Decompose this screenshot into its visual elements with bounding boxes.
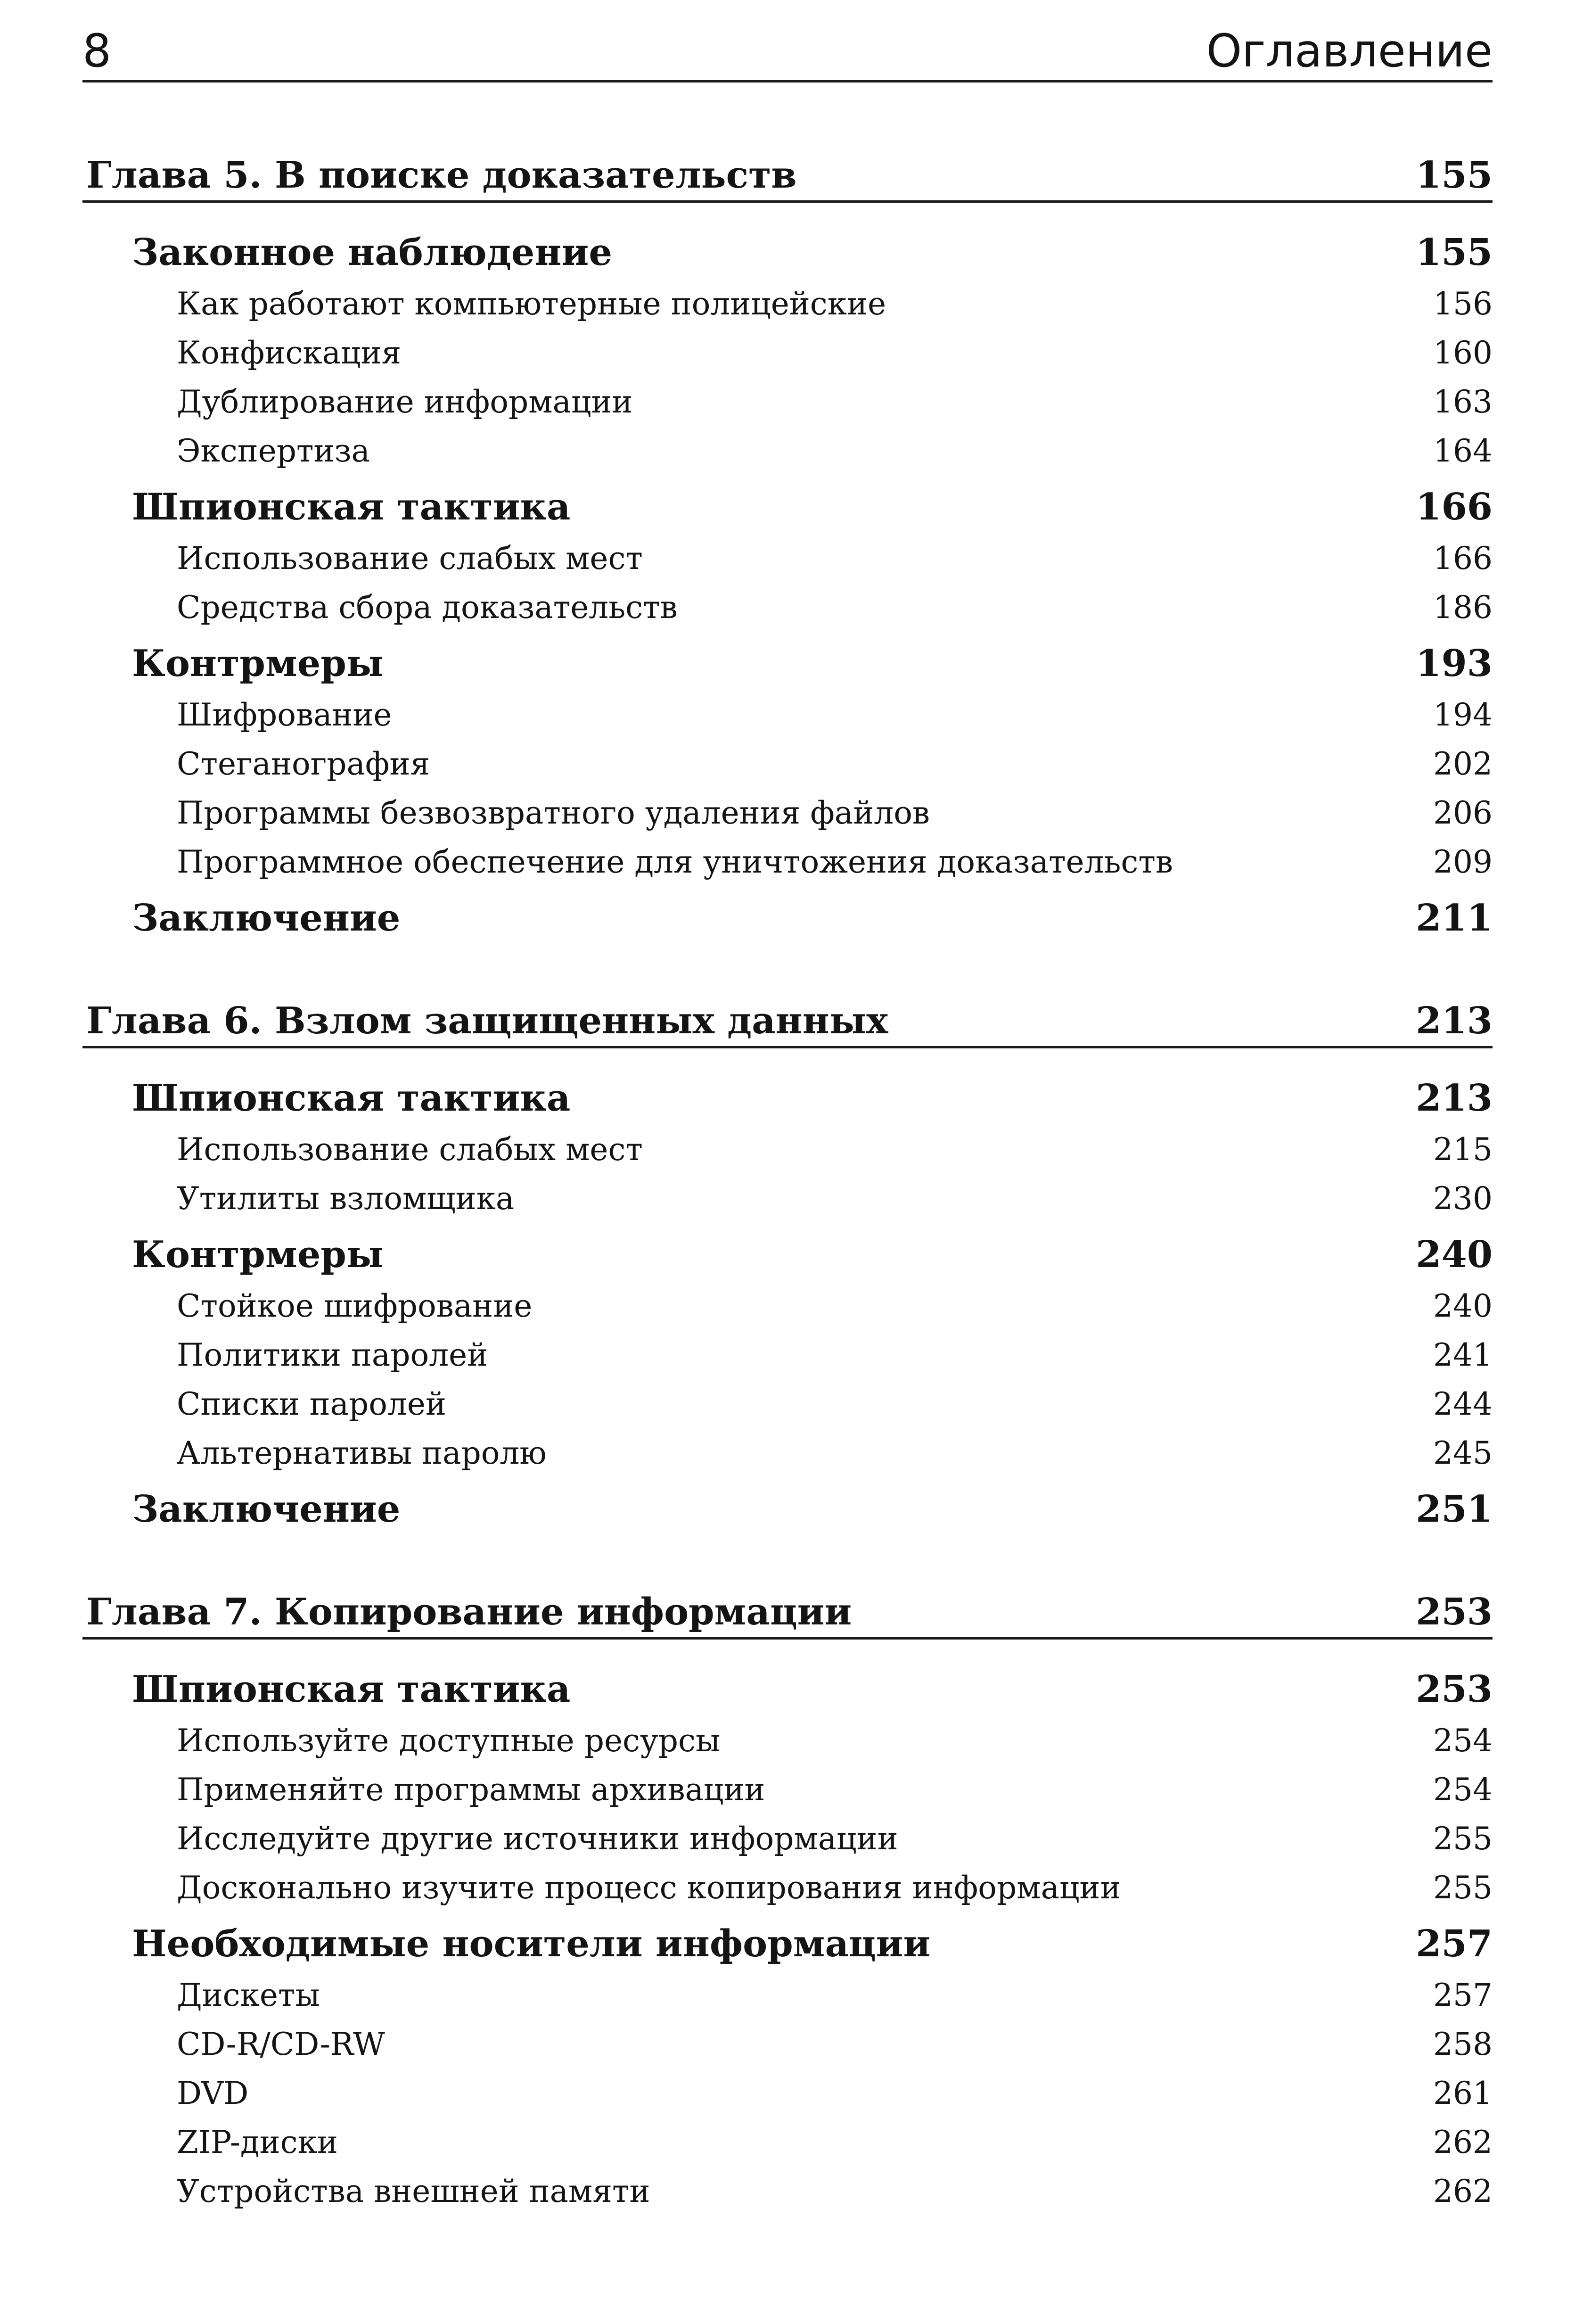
chapter-heading [82,141,1493,203]
entry-page-number: 215 [1433,1131,1493,1168]
toc-chapter [82,987,1493,1536]
entry-title: CD-R/CD-RW [177,2026,385,2062]
running-section-title: Оглавление [1206,25,1493,77]
entry-title: Конфискация [177,335,402,371]
section-title: Необходимые носители информации [132,1922,931,1965]
entry-title: Использование слабых мест [177,1131,643,1168]
entry-page-number: 244 [1433,1386,1493,1422]
chapter-page-number: 155 [1416,154,1493,197]
section-title: Заключение [132,897,401,939]
entry-page-number: 257 [1433,1977,1493,2013]
toc-entry [82,1428,1493,1477]
entry-title: Дискеты [177,1977,320,2013]
toc-entry [82,426,1493,475]
section-page-number: 211 [1416,897,1493,939]
section-page-number: 213 [1416,1077,1493,1120]
running-header [82,19,1493,82]
toc-entry [82,788,1493,837]
entry-title: Как работают компьютерные полицейские [177,286,886,322]
entry-page-number: 262 [1433,2173,1493,2209]
entry-title: Применяйте программы архивации [177,1772,765,1808]
entry-title: DVD [177,2075,249,2111]
toc-entry [82,1814,1493,1863]
entry-title: Дублирование информации [177,384,633,420]
toc-entry [82,1716,1493,1765]
toc-chapter [82,141,1493,945]
toc-section [82,475,1493,534]
toc-entry [82,1330,1493,1379]
entry-page-number: 160 [1433,335,1493,371]
entry-page-number: 262 [1433,2124,1493,2160]
entry-title: Устройства внешней памяти [177,2173,650,2209]
entry-title: Используйте доступные ресурсы [177,1722,721,1759]
section-page-number: 155 [1416,231,1493,274]
toc-entry [82,837,1493,886]
entry-title: Политики паролей [177,1337,488,1373]
chapter-heading [82,987,1493,1048]
entry-page-number: 254 [1433,1722,1493,1759]
entry-page-number: 258 [1433,2026,1493,2062]
toc-section [82,221,1493,279]
toc-entry [82,1765,1493,1814]
toc-entry [82,690,1493,739]
section-page-number: 240 [1416,1233,1493,1276]
entry-page-number: 164 [1433,433,1493,469]
section-page-number: 166 [1416,486,1493,528]
entry-page-number: 245 [1433,1435,1493,1471]
entry-page-number: 186 [1433,589,1493,626]
entry-title: Стойкое шифрование [177,1288,533,1324]
page-number: 8 [82,25,112,77]
entry-page-number: 254 [1433,1772,1493,1808]
section-page-number: 251 [1416,1488,1493,1531]
section-title: Шпионская тактика [132,1077,571,1120]
entry-page-number: 163 [1433,384,1493,420]
entry-title: Досконально изучите процесс копирования информации [177,1870,1121,1906]
toc-section [82,1066,1493,1125]
toc-entry [82,1125,1493,1174]
toc-section [82,632,1493,690]
entry-title: Средства сбора доказательств [177,589,678,626]
toc-entry [82,739,1493,788]
entry-page-number: 166 [1433,540,1493,577]
entry-title: Списки паролей [177,1386,446,1422]
toc-section [82,1657,1493,1716]
entry-page-number: 255 [1433,1821,1493,1857]
toc-entry [82,2167,1493,2216]
chapter-title: Глава 6. Взлом защищенных данных [86,999,888,1042]
entry-title: Экспертиза [177,433,370,469]
toc-section [82,886,1493,945]
toc-entry [82,279,1493,328]
entry-page-number: 255 [1433,1870,1493,1906]
entry-page-number: 156 [1433,286,1493,322]
toc-entry [82,1281,1493,1330]
toc-entry [82,583,1493,632]
toc-entry [82,1863,1493,1912]
entry-title: Альтернативы паролю [177,1435,547,1471]
entry-page-number: 241 [1433,1337,1493,1373]
table-of-contents [82,141,1493,2258]
entry-page-number: 202 [1433,746,1493,782]
toc-chapter [82,1578,1493,2216]
entry-title: Утилиты взломщика [177,1180,515,1217]
toc-entry [82,2019,1493,2069]
section-page-number: 257 [1416,1922,1493,1965]
section-title: Законное наблюдение [132,231,612,274]
toc-section [82,1912,1493,1970]
toc-entry [82,534,1493,583]
chapter-title: Глава 5. В поиске доказательств [86,154,797,197]
toc-entry [82,1174,1493,1223]
toc-entry [82,1379,1493,1428]
chapter-heading [82,1578,1493,1640]
section-title: Контрмеры [132,642,384,685]
toc-entry [82,1970,1493,2019]
entry-title: Стеганография [177,746,430,782]
entry-title: Программы безвозвратного удаления файлов [177,795,930,831]
entry-page-number: 194 [1433,697,1493,733]
entry-page-number: 206 [1433,795,1493,831]
entry-page-number: 230 [1433,1180,1493,1217]
section-title: Шпионская тактика [132,486,571,528]
toc-entry [82,377,1493,426]
section-page-number: 193 [1416,642,1493,685]
chapter-page-number: 253 [1416,1591,1493,1633]
toc-entry [82,328,1493,377]
entry-title: ZIP-диски [177,2124,338,2160]
toc-section [82,1477,1493,1536]
entry-page-number: 240 [1433,1288,1493,1324]
entry-title: Программное обеспечение для уничтожения доказательств [177,844,1173,880]
section-title: Шпионская тактика [132,1668,571,1711]
entry-title: Исследуйте другие источники информации [177,1821,898,1857]
section-page-number: 253 [1416,1668,1493,1711]
entry-page-number: 261 [1433,2075,1493,2111]
entry-page-number: 209 [1433,844,1493,880]
chapter-page-number: 213 [1416,999,1493,1042]
toc-entry [82,2069,1493,2118]
entry-title: Использование слабых мест [177,540,643,577]
toc-entry [82,2118,1493,2167]
toc-section [82,1223,1493,1281]
chapter-title: Глава 7. Копирование информации [86,1591,852,1633]
section-title: Заключение [132,1488,401,1531]
section-title: Контрмеры [132,1233,384,1276]
entry-title: Шифрование [177,697,392,733]
